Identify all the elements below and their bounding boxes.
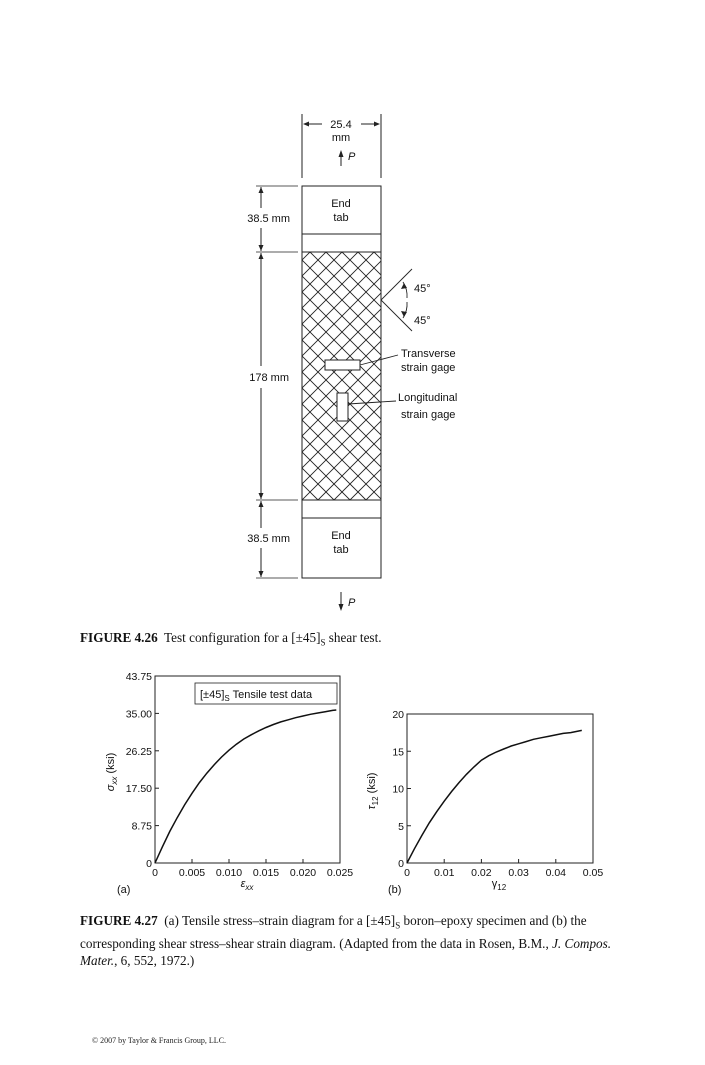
angle-lower-label: 45° (414, 315, 431, 327)
chart-a-xlabel: $\varepsilon_{xx}$ (240, 878, 254, 892)
chart-b-panel-label: (b) (388, 884, 402, 896)
figure-427-caption-text-2: boron–epoxy specimen and (b) the corresponding shear stress–shear strain diagram. (Adapted from the data in Rosen, B.M., (80, 913, 587, 951)
chart-b-ylabel: $\tau_{12}$ (ksi) (366, 772, 380, 810)
figure-427-label: FIGURE 4.27 (80, 913, 158, 928)
longitudinal-strain-gage (337, 393, 348, 421)
chart-a-series-line (155, 710, 336, 863)
bottom-load-label: P (348, 597, 356, 609)
bottom-end-tab-label-1: End (331, 530, 351, 542)
figure-427-caption-sub: S (395, 920, 401, 931)
chart-b-xlabel: $\gamma_{12}$ (491, 878, 507, 892)
figure-426-caption-suffix: shear test. (325, 630, 382, 645)
chart-a-xtick-label: 0.025 (326, 867, 354, 879)
top-load-label: P (348, 151, 356, 163)
chart-b-xtick-label: 0.04 (545, 867, 567, 879)
figure-426-caption-sub: S (320, 637, 326, 648)
chart-a-ylabel: $\sigma_{xx}$ (ksi) (105, 752, 119, 792)
figure-426-label: FIGURE 4.26 (80, 630, 158, 645)
chart-b (366, 709, 603, 896)
transverse-label-2: strain gage (401, 362, 456, 374)
copyright-notice: © 2007 by Taylor & Francis Group, LLC. (92, 1036, 227, 1045)
figure-426-caption (80, 629, 640, 652)
chart-b-frame (407, 714, 593, 863)
chart-b-ytick-label: 20 (392, 709, 404, 721)
chart-a (105, 671, 353, 896)
chart-b-xtick-label: 0.01 (433, 867, 455, 879)
figure-427-caption-text-3: , 6, 552, 1972.) (114, 952, 195, 968)
figure-427-charts (0, 660, 705, 905)
chart-a-legend: $[\pm 45]_S$ Tensile test data (200, 689, 313, 703)
chart-b-xtick-label: 0.05 (582, 867, 604, 879)
bottom-end-tab-label-2: tab (333, 544, 349, 556)
longitudinal-label-2: strain gage (401, 409, 456, 421)
chart-b-ytick-label: 15 (392, 746, 404, 759)
chart-b-series-line (407, 730, 582, 863)
figure-427-caption-journal: J. Compos. Mater. (80, 935, 612, 968)
figure-426-caption-text: Test configuration for a [±45] (164, 630, 321, 645)
chart-a-ytick-label: 35.00 (125, 708, 152, 721)
chart-a-xtick-label: 0 (152, 867, 158, 879)
chart-a-ytick-label: 26.25 (125, 745, 152, 758)
top-end-tab-label-1: End (331, 198, 351, 210)
chart-a-xtick-label: 0.015 (252, 867, 280, 879)
figure-427-caption-text-1: (a) Tensile stress–strain diagram for a [±45] (164, 913, 396, 928)
chart-b-xtick-label: 0.03 (508, 867, 529, 879)
gage-length-dimension: 178 mm (249, 372, 289, 384)
chart-a-ytick-label: 0 (146, 858, 152, 870)
top-end-tab-label-2: tab (333, 212, 349, 224)
chart-b-xtick-label: 0 (404, 867, 410, 879)
chart-b-xtick-label: 0.02 (471, 867, 492, 879)
chart-b-ytick-label: 5 (398, 820, 404, 833)
chart-a-xtick-label: 0.010 (215, 867, 243, 879)
chart-b-ytick-label: 0 (398, 858, 404, 870)
transverse-label-1: Transverse (401, 348, 456, 360)
angle-upper-label: 45° (414, 283, 431, 295)
chart-a-ytick-label: 8.75 (131, 820, 152, 833)
top-tab-dimension: 38.5 mm (247, 213, 290, 225)
ply-crosshatch (0, 252, 705, 500)
chart-a-xtick-label: 0.020 (289, 867, 317, 879)
figure-427-caption (80, 912, 640, 969)
chart-a-ytick-label: 17.50 (125, 783, 152, 796)
chart-a-xtick-label: 0.005 (178, 867, 206, 879)
chart-a-panel-label: (a) (117, 884, 131, 896)
width-dimension-value: 25.4 (330, 119, 352, 131)
chart-a-ytick-label: 43.75 (125, 671, 152, 683)
chart-b-ytick-label: 10 (392, 783, 404, 796)
width-dimension-unit: mm (331, 132, 351, 144)
longitudinal-label-1: Longitudinal (398, 392, 458, 404)
transverse-strain-gage (325, 360, 360, 370)
bottom-tab-dimension: 38.5 mm (247, 533, 290, 545)
